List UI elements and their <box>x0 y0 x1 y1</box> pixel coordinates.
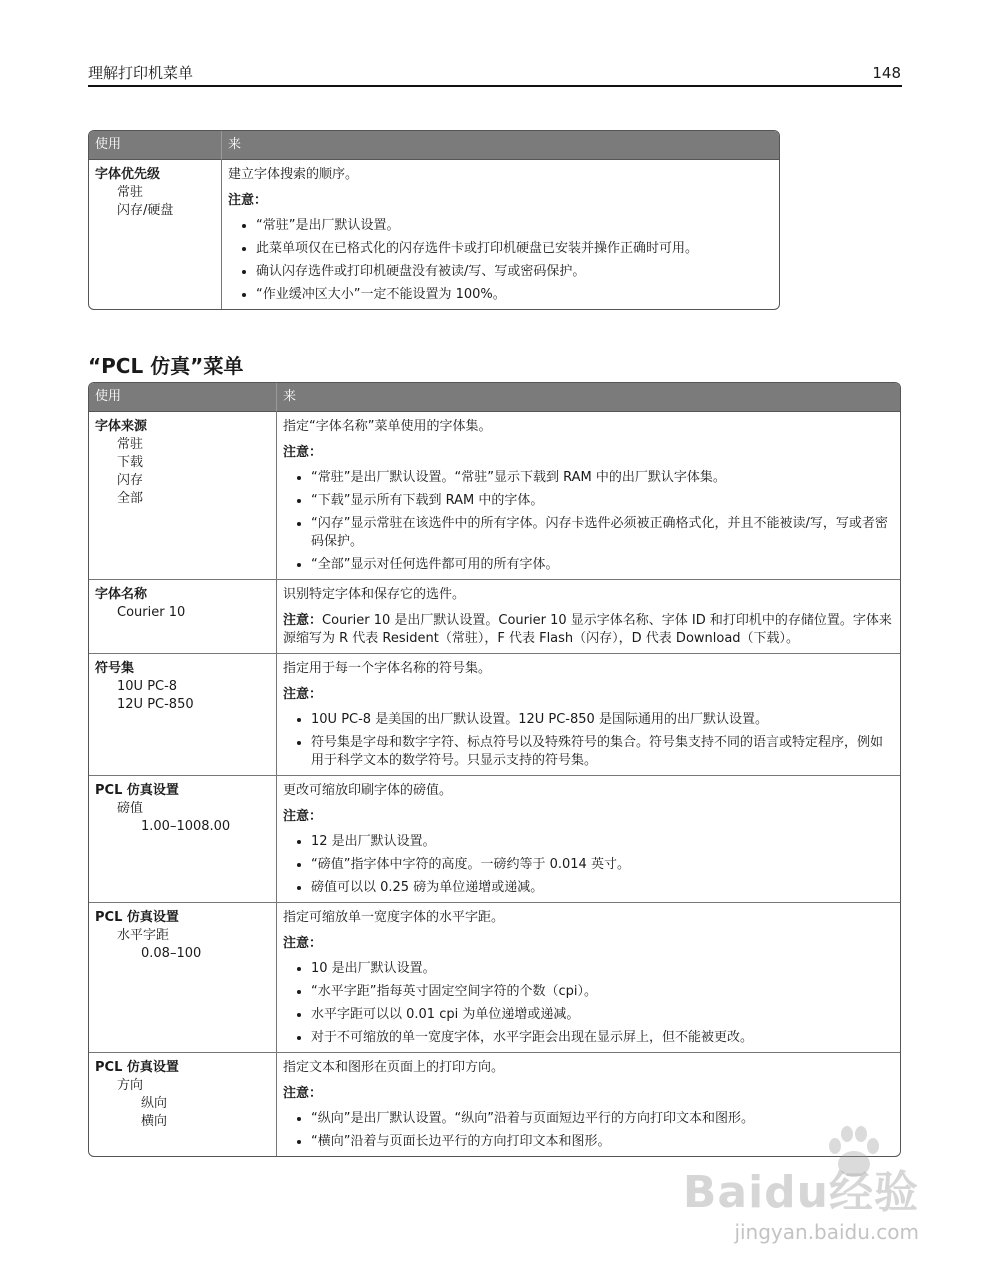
menu-option: 闪存/硬盘 <box>117 203 174 218</box>
note-label: 注意： <box>283 936 323 951</box>
note-list <box>283 711 894 770</box>
table-row <box>89 412 900 579</box>
note-label: 注意： <box>283 445 323 460</box>
note-bullet: • 水平字距可以以 0.01 cpi 为单位递增或递减。 <box>311 1006 894 1024</box>
note-list <box>283 833 894 897</box>
note-bullet: • “磅值”指字体中字符的高度。一磅约等于 0.014 英寸。 <box>311 856 894 874</box>
menu-subitem: 磅值 <box>117 801 144 816</box>
watermark-logo: Baidu经验 <box>682 1167 919 1218</box>
note-label: 注意： <box>283 613 323 628</box>
menu-subitem: 水平字距 <box>117 928 170 943</box>
note-bullet: • “纵向”是出厂默认设置。“纵向”沿着与页面短边平行的方向打印文本和图形。 <box>311 1110 894 1128</box>
menu-option: 12U PC-850 <box>117 697 194 712</box>
table-row <box>89 902 900 1052</box>
note-list <box>283 469 894 574</box>
menu-item-title: PCL 仿真设置 <box>95 910 179 925</box>
menu-subitem: 方向 <box>117 1078 144 1093</box>
note-list <box>283 960 894 1047</box>
item-description: 指定“字体名称”菜单使用的字体集。 <box>283 419 492 434</box>
item-description: 识别特定字体和保存它的选件。 <box>283 587 466 602</box>
font-priority-table <box>88 130 780 310</box>
menu-option: 闪存 <box>117 473 144 488</box>
note-label: 注意： <box>283 687 323 702</box>
menu-option: 0.08–100 <box>141 946 202 961</box>
running-header-title: 理解打印机菜单 <box>88 64 194 82</box>
note-label: 注意： <box>283 809 323 824</box>
page-number: 148 <box>872 64 901 82</box>
menu-option: 10U PC-8 <box>117 679 178 694</box>
note-bullet: • 此菜单项仅在已格式化的闪存选件卡或打印机硬盘已安装并操作正确时可用。 <box>256 240 773 258</box>
note-bullet: • 12 是出厂默认设置。 <box>311 833 894 851</box>
item-description: 指定用于每一个字体名称的符号集。 <box>283 661 492 676</box>
note-bullet: • “常驻”是出厂默认设置。“常驻”显示下载到 RAM 中的出厂默认字体集。 <box>311 469 894 487</box>
item-description: 建立字体搜索的顺序。 <box>228 167 359 182</box>
table-row <box>89 160 779 309</box>
menu-item-title: PCL 仿真设置 <box>95 783 179 798</box>
menu-item-title: 字体优先级 <box>95 167 161 182</box>
menu-item-title: 字体来源 <box>95 419 148 434</box>
note-bullet: • 确认闪存选件或打印机硬盘没有被读/写、写或密码保护。 <box>256 263 773 281</box>
note-text: Courier 10 是出厂默认设置。Courier 10 显示字体名称、字体 ID 和打印机中的存储位置。字体来源缩写为 R 代表 Resident（常驻），F 代表 Flash（闪存），D 代表 Download（下载）。 <box>283 613 892 646</box>
note-bullet: • 10U PC-8 是美国的出厂默认设置。12U PC-850 是国际通用的出厂默认设置。 <box>311 711 894 729</box>
note-bullet: • “横向”沿着与页面长边平行的方向打印文本和图形。 <box>311 1133 894 1151</box>
menu-option: 横向 <box>141 1114 168 1129</box>
col-header-use: 使用 <box>89 131 222 160</box>
note-bullet: • “常驻”是出厂默认设置。 <box>256 217 773 235</box>
note-label: 注意： <box>228 193 268 208</box>
note-bullet: • “水平字距”指每英寸固定空间字符的个数（cpi）。 <box>311 983 894 1001</box>
note-bullet: • “闪存”显示常驻在该选件中的所有字体。闪存卡选件必须被正确格式化，并且不能被读/写，写或者密码保护。 <box>311 515 894 551</box>
item-description: 指定可缩放单一宽度字体的水平字距。 <box>283 910 505 925</box>
note-list <box>283 1110 894 1151</box>
note-paragraph <box>283 612 894 648</box>
pcl-emulation-table <box>88 382 901 1157</box>
note-bullet: • 磅值可以以 0.25 磅为单位递增或递减。 <box>311 879 894 897</box>
table-row <box>89 1052 900 1156</box>
menu-option: 纵向 <box>141 1096 168 1111</box>
note-label: 注意： <box>283 1086 323 1101</box>
col-header-purpose: 来 <box>277 383 900 412</box>
table-row <box>89 653 900 775</box>
note-bullet: • 符号集是字母和数字字符、标点符号以及特殊符号的集合。符号集支持不同的语言或特定程序，例如用于科学文本的数学符号。只显示支持的符号集。 <box>311 734 894 770</box>
menu-option: 常驻 <box>117 185 144 200</box>
note-bullet: • 10 是出厂默认设置。 <box>311 960 894 978</box>
menu-option: 全部 <box>117 491 144 506</box>
item-description: 更改可缩放印刷字体的磅值。 <box>283 783 453 798</box>
note-list <box>228 217 773 304</box>
menu-item-title: 符号集 <box>95 661 135 676</box>
watermark <box>683 1156 919 1244</box>
menu-item-title: 字体名称 <box>95 587 148 602</box>
header-rule <box>88 85 902 87</box>
note-bullet: • “作业缓冲区大小”一定不能设置为 100%。 <box>256 286 773 304</box>
menu-option: Courier 10 <box>117 605 186 620</box>
menu-option: 1.00–1008.00 <box>141 819 231 834</box>
menu-option: 下载 <box>117 455 144 470</box>
col-header-use: 使用 <box>89 383 277 412</box>
col-header-purpose: 来 <box>222 131 779 160</box>
table-row <box>89 579 900 653</box>
note-bullet: • 对于不可缩放的单一宽度字体，水平字距会出现在显示屏上，但不能被更改。 <box>311 1029 894 1047</box>
menu-item-title: PCL 仿真设置 <box>95 1060 179 1075</box>
section-heading: “PCL 仿真”菜单 <box>88 354 244 378</box>
watermark-url: jingyan.baidu.com <box>734 1220 919 1244</box>
item-description: 指定文本和图形在页面上的打印方向。 <box>283 1060 505 1075</box>
table-row <box>89 775 900 902</box>
menu-option: 常驻 <box>117 437 144 452</box>
note-bullet: • “下载”显示所有下载到 RAM 中的字体。 <box>311 492 894 510</box>
note-bullet: • “全部”显示对任何选件都可用的所有字体。 <box>311 556 894 574</box>
